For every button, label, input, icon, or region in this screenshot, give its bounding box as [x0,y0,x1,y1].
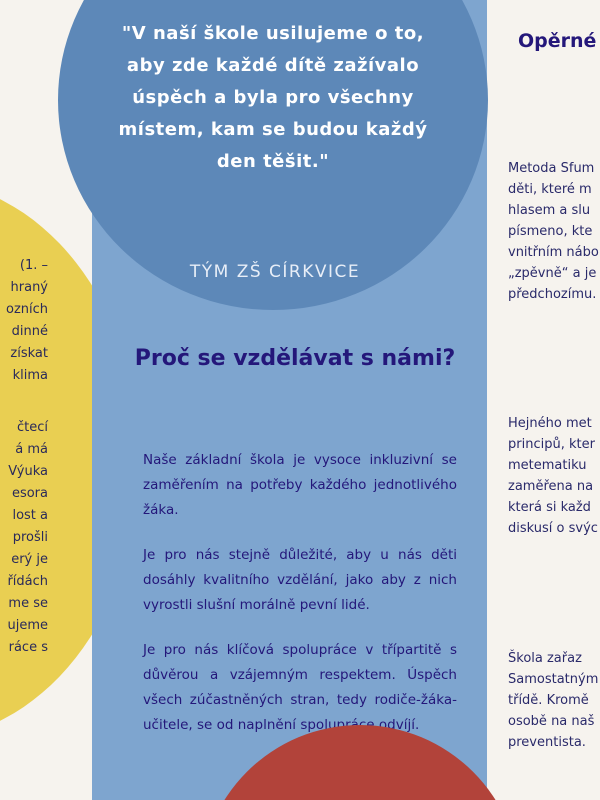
right-text-line: Samostatným [508,672,599,687]
left-text-line: ujeme [7,618,48,633]
left-text-line: prošli [12,530,48,545]
left-column-text [0,255,48,659]
left-text-line: (1. – [19,258,48,273]
left-text-line: ozních [5,302,48,317]
right-text-block [508,158,600,305]
right-text-line: která si každ [508,500,591,515]
right-text-line: metematiku [508,458,587,473]
left-text-line: Výuka [8,464,48,479]
left-text-line: á má [15,442,48,457]
right-text-line: Škola zařaz [508,651,582,666]
right-text-block [508,413,600,539]
right-column-title: Opěrné [518,30,597,52]
paragraph: Je pro nás klíčová spolupráce v třípartitě s důvěrou a vzájemným respektem. Úspěch všech zúčastněných stran, tedy rodiče-žáka-učitele, se od naplnění spolupráce odvíjí. [143,642,457,733]
left-text-line: lost a [12,508,48,523]
right-text-line: Metoda Sfum [508,161,595,176]
paragraph: Naše základní škola je vysoce inkluzivní se zaměřením na potřeby každého jednotlivého žáka. [143,452,457,518]
right-text-line: hlasem a slu [508,203,591,218]
right-text-line: třídě. Kromě [508,693,589,708]
left-text-line: me se [8,596,48,611]
quote-text: "V naší škole usilujeme o to, aby zde každé dítě zažívalo úspěch a byla pro všechny místem, kam se budou každý den těšit." [118,23,428,172]
left-text-line: erý je [11,552,48,567]
right-text-line: předchozímu. [508,287,597,302]
quote-author: TÝM ZŠ CÍRKVICE [189,262,361,282]
right-text-line: osobě na naš [508,714,595,729]
section-title: Proč se vzdělávat s námi? [134,346,456,371]
right-text-line: vnitřním nábo [508,245,599,260]
paragraph: Je pro nás stejně důležité, aby u nás děti dosáhly kvalitního vzdělání, jako aby z nich vyrostli slušní morálně pevní lidé. [143,547,457,613]
left-text-line: čtecí [16,420,48,435]
left-text-line: esora [11,486,48,501]
right-text-line: principů, kter [508,437,595,452]
left-text-line: klima [12,368,48,383]
right-text-line: zaměřena na [508,479,594,494]
left-text-line: řídách [7,574,48,589]
right-text-line: diskusí o svýc [508,521,598,536]
left-text-line: dinné [11,324,48,339]
right-text-line: „zpěvně“ a je [508,266,597,281]
left-text-line: hraný [10,280,48,295]
right-text-line: Hejného met [508,416,592,431]
right-text-line: preventista. [508,735,586,750]
right-text-block [508,648,600,753]
left-text-line: ráce s [8,640,48,655]
left-text-line: získat [10,346,48,361]
right-text-line: písmeno, kte [508,224,593,239]
right-text-line: děti, které m [508,182,592,197]
